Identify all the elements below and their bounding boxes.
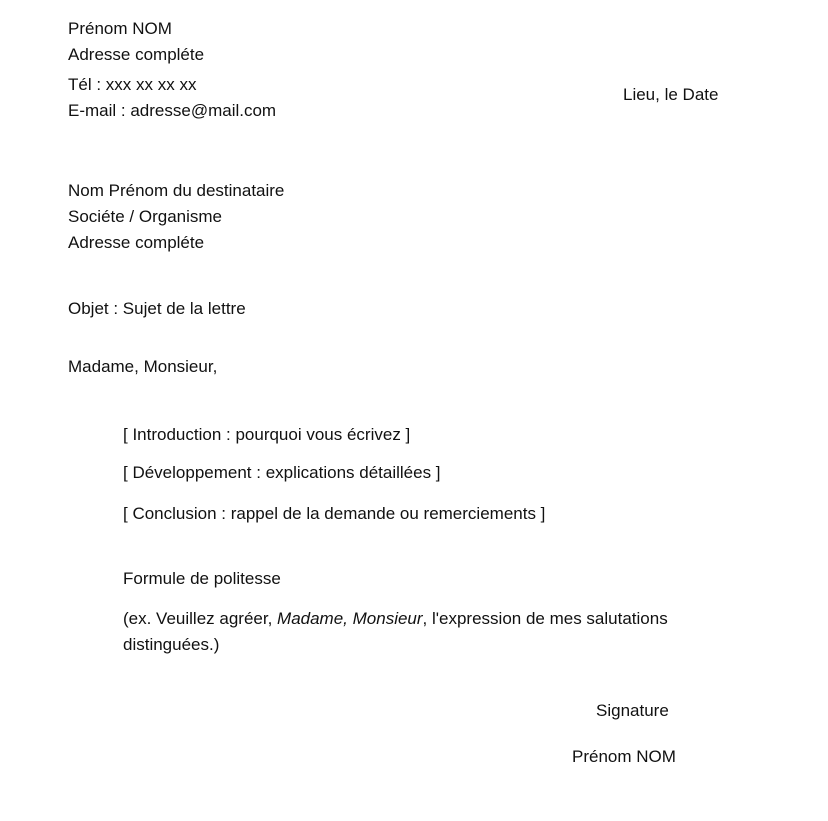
- sender-phone: Tél : xxx xx xx xx: [68, 75, 197, 94]
- sender-email: E-mail : adresse@mail.com: [68, 101, 277, 120]
- letter-subject: Objet : Sujet de la lettre: [68, 299, 246, 318]
- place-date: Lieu, le Date: [623, 85, 719, 104]
- signer-name: Prénom NOM: [572, 747, 676, 766]
- salutation: Madame, Monsieur,: [68, 357, 218, 376]
- closing-title: Formule de politesse: [123, 569, 281, 588]
- body-development: [ Développement : explications détaillées ]: [123, 463, 441, 482]
- recipient-address: Adresse compléte: [68, 233, 205, 252]
- sender-name: Prénom NOM: [68, 19, 172, 38]
- closing-suffix: , l'expression de mes salutations distinguées.): [123, 609, 668, 654]
- signature-label: Signature: [596, 701, 669, 720]
- recipient-organization: Sociéte / Organisme: [68, 207, 223, 226]
- closing-formula: [123, 606, 713, 658]
- sender-address: Adresse compléte: [68, 45, 205, 64]
- closing-emphasis: Madame, Monsieur: [277, 609, 423, 628]
- recipient-name: Nom Prénom du destinataire: [68, 181, 285, 200]
- body-introduction: [ Introduction : pourquoi vous écrivez ]: [123, 425, 411, 444]
- body-conclusion: [ Conclusion : rappel de la demande ou remerciements ]: [123, 504, 546, 523]
- closing-prefix: (ex. Veuillez agréer,: [123, 609, 278, 628]
